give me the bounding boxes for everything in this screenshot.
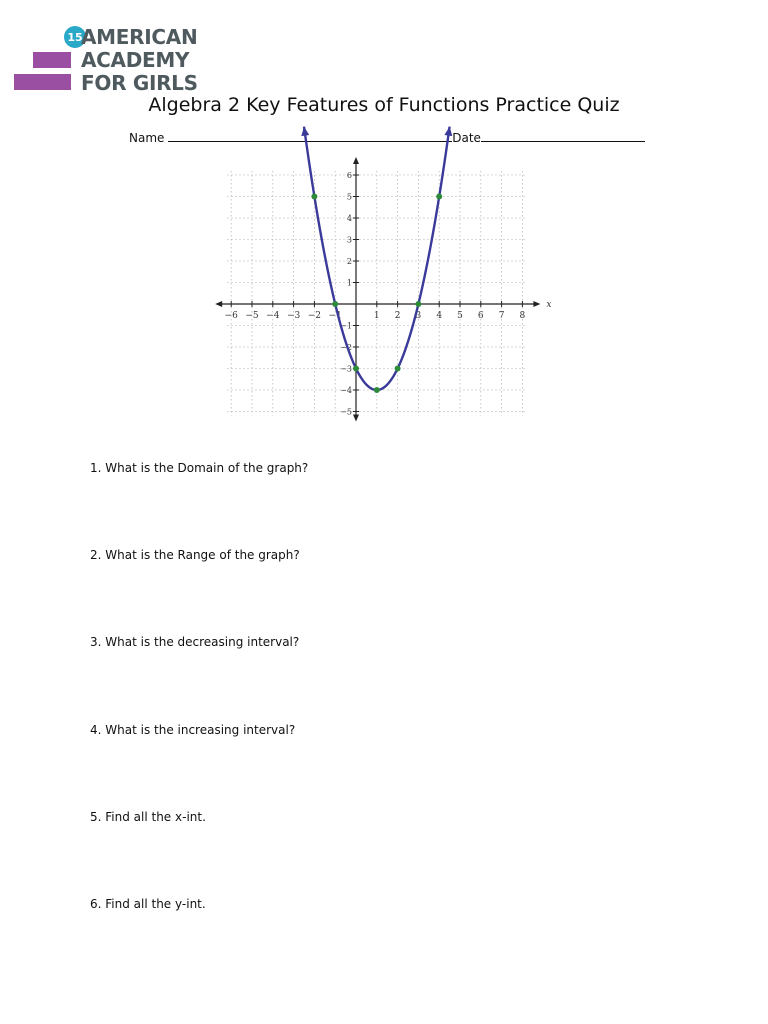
y-tick-label: −5	[340, 407, 352, 417]
data-point	[395, 366, 401, 372]
question-4: 4. What is the increasing interval?	[90, 723, 296, 737]
x-tick-label: 4	[436, 311, 443, 321]
logo-line-3: FOR GIRLS	[81, 71, 198, 95]
x-axis-label: x	[546, 300, 552, 310]
x-tick-label: 2	[394, 311, 401, 321]
data-point	[353, 366, 359, 372]
parabola-graph	[218, 157, 552, 422]
data-point	[374, 387, 380, 393]
x-tick-label: −3	[286, 311, 301, 321]
y-tick-label: 5	[346, 192, 352, 202]
name-date-line	[129, 131, 645, 145]
x-tick-label: 6	[477, 311, 484, 321]
question-3: 3. What is the decreasing interval?	[90, 635, 300, 649]
y-tick-label: −1	[340, 321, 352, 331]
y-tick-label: −2	[340, 343, 352, 352]
page-title: Algebra 2 Key Features of Functions Practice Quiz	[148, 94, 620, 116]
logo-line-2: ACADEMY	[81, 48, 190, 72]
logo-text	[81, 26, 198, 95]
x-tick-label: 7	[498, 311, 505, 321]
question-1: 1. What is the Domain of the graph?	[90, 461, 309, 475]
logo-bar-top	[33, 52, 71, 68]
y-tick-label: 6	[346, 171, 352, 180]
y-axis-arrow-down	[353, 415, 359, 422]
x-axis-arrow-right	[533, 301, 540, 307]
y-tick-label: 3	[346, 235, 352, 245]
x-tick-label: 3	[415, 311, 422, 321]
y-tick-label: 1	[346, 278, 352, 288]
question-6: 6. Find all the y-int.	[90, 897, 206, 911]
data-point	[415, 301, 421, 307]
y-axis-arrow-up	[353, 157, 359, 164]
x-tick-label: −1	[328, 311, 342, 321]
y-tick-label: 4	[346, 214, 352, 223]
x-tick-label: 1	[373, 311, 380, 321]
school-logo	[14, 26, 214, 96]
question-2: 2. What is the Range of the graph?	[90, 548, 300, 562]
parabola-curve	[304, 127, 450, 390]
data-point	[311, 194, 317, 200]
date-label: Date	[452, 131, 481, 145]
x-tick-label: −5	[245, 311, 259, 321]
name-blank	[168, 131, 452, 142]
x-tick-label: −2	[307, 311, 322, 321]
date-blank	[481, 131, 645, 142]
y-tick-label: −4	[340, 386, 352, 395]
question-5: 5. Find all the x-int.	[90, 810, 206, 824]
name-label: Name	[129, 131, 165, 145]
data-point	[436, 194, 442, 200]
logo-bar-bottom	[14, 74, 71, 90]
logo-line-1: AMERICAN	[81, 25, 198, 49]
y-tick-label: 2	[346, 257, 352, 266]
x-tick-label: 8	[519, 311, 526, 321]
x-tick-label: 5	[457, 311, 463, 321]
x-axis-arrow-left	[215, 301, 222, 307]
x-tick-label: −4	[266, 311, 280, 321]
x-tick-label: −6	[224, 311, 238, 321]
y-tick-label: −3	[340, 364, 352, 374]
logo-badge-icon: 15	[64, 26, 86, 48]
data-point	[332, 301, 338, 307]
